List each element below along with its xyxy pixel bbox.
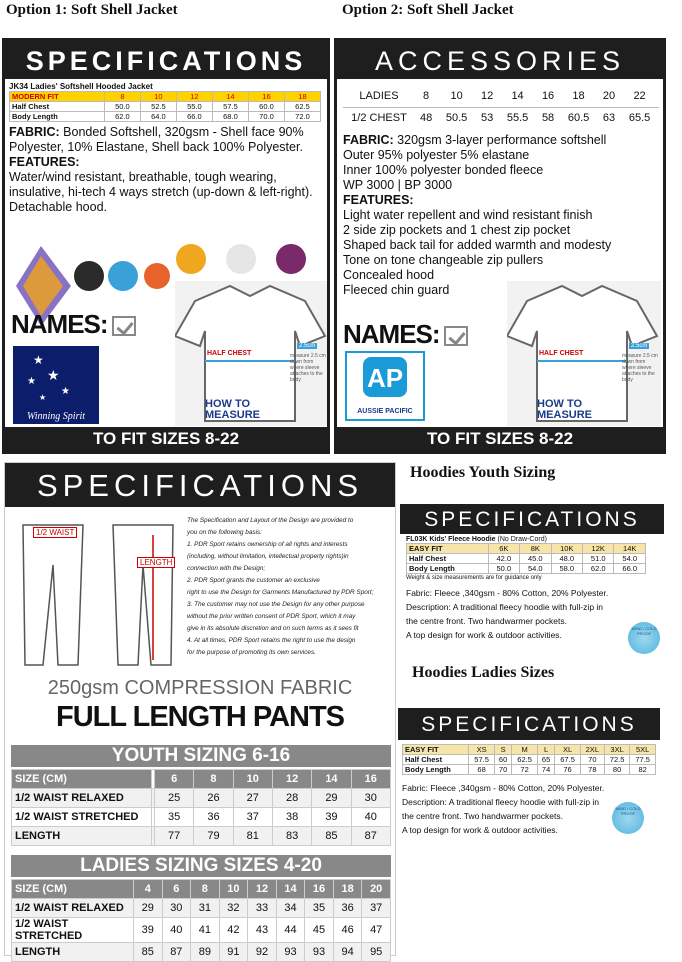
table-cell: 46	[333, 918, 362, 943]
table-cell: 20	[362, 880, 391, 899]
option1-fabric	[9, 125, 323, 155]
table-cell: 68	[469, 765, 495, 775]
table-cell: 63	[602, 112, 616, 125]
table-cell: 2XL	[580, 745, 604, 755]
measure-note: measure 2.5 cm down from where sleeve attaches to the body	[622, 353, 658, 383]
table-cell: 77	[154, 827, 193, 846]
youth-hoodie-panel	[400, 504, 664, 664]
table-cell: 50.0	[488, 564, 519, 574]
table-cell: 14	[276, 880, 305, 899]
table-cell: 72.5	[604, 755, 630, 765]
table-cell: 6K	[488, 544, 519, 554]
table-cell: 53	[480, 112, 494, 125]
table-cell: 58	[541, 112, 555, 125]
table-cell: Half Chest	[403, 755, 469, 765]
ladies-hoodie-description	[402, 781, 624, 837]
fabric-label: FABRIC:	[343, 133, 394, 147]
table-cell: 58.0	[551, 564, 582, 574]
table-cell: 37	[233, 808, 272, 827]
table-cell: LENGTH	[12, 943, 134, 962]
youth-hoodie-table	[406, 543, 646, 574]
table-cell: 28	[272, 789, 311, 808]
table-cell: 66.0	[176, 112, 212, 122]
table-cell: 87	[162, 943, 191, 962]
table-cell: EASY FIT	[403, 745, 469, 755]
legal-line: connection with the Design;	[187, 565, 266, 572]
how-to-measure: HOW TO MEASURE	[205, 398, 261, 421]
table-cell: 18	[333, 880, 362, 899]
pants-banner: SPECIFICATIONS	[5, 463, 395, 507]
table-cell: 35	[154, 808, 193, 827]
table-subtitle: (No Draw-Cord)	[495, 536, 547, 543]
table-cell: 70	[580, 755, 604, 765]
measure-cm: 2.5cm	[631, 343, 648, 349]
table-cell: 12	[480, 89, 494, 102]
table-cell: 12	[248, 880, 277, 899]
table-cell: 72.0	[284, 112, 320, 122]
half-waist-label: 1/2 WAIST	[33, 527, 77, 538]
table-cell: 37	[362, 899, 391, 918]
table-cell: 10K	[551, 544, 582, 554]
option1-names	[11, 309, 136, 340]
table-cell: 95	[362, 943, 391, 962]
table-cell: 60.5	[567, 112, 590, 125]
table-cell: 47	[362, 918, 391, 943]
table-cell: 93	[276, 943, 305, 962]
table-cell: 77.5	[630, 755, 656, 765]
table-cell: 36	[333, 899, 362, 918]
table-cell: Half Chest	[10, 102, 105, 112]
option2-footer: TO FIT SIZES 8-22	[337, 427, 663, 451]
table-cell: 29	[312, 789, 351, 808]
table-cell: 8K	[520, 544, 551, 554]
table-cell: 16	[248, 92, 284, 102]
table-cell: 16	[351, 770, 390, 789]
table-cell: 29	[134, 899, 163, 918]
table-cell: 14	[212, 92, 248, 102]
table-cell: 72	[512, 765, 538, 775]
table-cell: 80	[604, 765, 630, 775]
table-cell: 42	[219, 918, 248, 943]
legal-line: right to use the Design for Garments Manufactured by PDR Sport;	[187, 589, 374, 596]
fabric-line: 320gsm 3-layer performance softshell	[393, 133, 607, 147]
winning-spirit-logo	[13, 346, 99, 424]
table-cell: 50.0	[104, 102, 140, 112]
youth-hoodie-heading: Hoodies Youth Sizing	[410, 464, 556, 481]
extra-icons	[171, 241, 331, 286]
fabric-line: WP 3000 | BP 3000	[343, 178, 453, 192]
table-cell: Half Chest	[407, 554, 489, 564]
option1-size-table	[9, 91, 321, 122]
table-cell: 82	[630, 765, 656, 775]
table-cell: 70	[494, 765, 511, 775]
table-cell: 91	[219, 943, 248, 962]
option2-fabric	[343, 133, 657, 148]
option1-table-title: JK34 Ladies' Softshell Hooded Jacket	[9, 82, 153, 91]
table-cell: 6	[154, 770, 193, 789]
table-cell: 81	[233, 827, 272, 846]
table-cell: 39	[312, 808, 351, 827]
ladies-hoodie-banner: SPECIFICATIONS	[398, 708, 660, 740]
table-cell: 65	[537, 755, 554, 765]
youth-hoodie-banner: SPECIFICATIONS	[400, 504, 664, 534]
option1-panel	[2, 38, 330, 454]
ladies-hoodie-panel	[398, 708, 660, 858]
legal-line: for the purpose of promoting its own services.	[187, 649, 316, 656]
ladies-sizing-banner: LADIES SIZING SIZES 4-20	[11, 855, 391, 877]
table-cell: 14	[511, 89, 524, 102]
desc-line: the centre front. Two handwarmer pockets.	[402, 811, 563, 821]
table-cell: 62.5	[284, 102, 320, 112]
table-cell: 54.0	[520, 564, 551, 574]
table-cell: Body Length	[407, 564, 489, 574]
ladies-hoodie-table	[402, 744, 656, 775]
option1-footer: TO FIT SIZES 8-22	[5, 427, 327, 451]
checkbox-icon	[112, 316, 136, 336]
table-cell: 10	[450, 89, 463, 102]
table-cell: 55.0	[176, 102, 212, 112]
table-cell: 30	[162, 899, 191, 918]
desc-line: Fabric: Fleece ,340gsm - 80% Cotton, 20% Polyester.	[406, 588, 609, 598]
brand-name: AUSSIE PACIFIC	[357, 408, 413, 415]
table-cell: 40	[162, 918, 191, 943]
guidance-note: Weight & size measurements are for guidance only	[406, 575, 542, 581]
half-chest-label: HALF CHEST	[539, 350, 584, 357]
option2-title: Option 2: Soft Shell Jacket	[342, 2, 514, 18]
table-cell: SIZE (CM)	[12, 880, 134, 899]
table-cell: 20	[602, 89, 616, 102]
table-cell: 78	[580, 765, 604, 775]
desc-line: A top design for work & outdoor activities.	[402, 825, 558, 835]
ap-logo-icon	[347, 353, 423, 403]
table-cell: 92	[248, 943, 277, 962]
svg-text:AP: AP	[366, 363, 404, 393]
measure-note: measure 2.5 cm down from where sleeve attaches to the body	[290, 353, 326, 383]
table-cell: 54.0	[614, 554, 646, 564]
how-to-measure-graphic	[507, 281, 661, 426]
table-cell: 94	[333, 943, 362, 962]
table-cell: 27	[233, 789, 272, 808]
table-cell: 83	[272, 827, 311, 846]
table-cell: 18	[284, 92, 320, 102]
wind-cold-proof-badge: WIND / COLD PROOF	[612, 802, 644, 834]
svg-text:★: ★	[33, 353, 44, 367]
table-cell: S	[494, 745, 511, 755]
table-cell: L	[537, 745, 554, 755]
how-to-measure-graphic	[175, 281, 327, 426]
desc-line: Description: A traditional fleecy hoodie with full-zip in	[402, 797, 600, 807]
legal-line: 1. PDR Sport retains ownership of all rights and interests	[187, 541, 348, 548]
table-cell: 8	[423, 89, 430, 102]
table-cell: 62.5	[512, 755, 538, 765]
pants-fabric: 250gsm COMPRESSION FABRIC	[47, 677, 353, 699]
table-cell: 30	[351, 789, 390, 808]
table-cell: 93	[305, 943, 334, 962]
table-cell: 34	[276, 899, 305, 918]
pants-drawing	[13, 515, 181, 667]
chest-label: 1/2 CHEST	[351, 112, 407, 125]
table-cell: 33	[248, 899, 277, 918]
half-chest-label: HALF CHEST	[207, 350, 252, 357]
length-label: LENGTH	[137, 557, 175, 568]
table-cell: 8	[191, 880, 220, 899]
pants-panel	[4, 462, 396, 956]
option2-size-table	[343, 85, 659, 129]
option2-panel	[334, 38, 666, 454]
checkbox-icon	[444, 326, 468, 346]
ladies-hoodie-heading: Hoodies Ladies Sizes	[412, 664, 555, 681]
table-cell: 1/2 WAIST STRETCHED	[12, 918, 134, 943]
legal-line: The Specification and Layout of the Design are provided to	[187, 517, 354, 524]
table-cell: 39	[134, 918, 163, 943]
table-cell: LENGTH	[12, 827, 152, 846]
svg-text:★: ★	[27, 376, 36, 387]
desc-line: the centre front. Two handwarmer pockets.	[406, 616, 567, 626]
table-cell: 60.0	[248, 102, 284, 112]
legal-line: 3. The customer may not use the Design for any other purpose	[187, 601, 365, 608]
table-cell: 85	[312, 827, 351, 846]
table-cell: 32	[219, 899, 248, 918]
youth-sizing-banner: YOUTH SIZING 6-16	[11, 745, 391, 767]
desc-line: A top design for work & outdoor activities.	[406, 630, 562, 640]
table-cell: 38	[272, 808, 311, 827]
table-cell: 85	[134, 943, 163, 962]
table-cell: 12K	[583, 544, 614, 554]
brand-name: Winning Spirit	[26, 411, 86, 422]
feature-line: Fleeced chin guard	[343, 283, 450, 297]
feature-line: Tone on tone changeable zip pullers	[343, 253, 544, 267]
youth-hoodie-description	[406, 586, 628, 642]
table-cell: 8	[194, 770, 233, 789]
table-cell: 87	[351, 827, 390, 846]
table-cell: 16	[541, 89, 555, 102]
fabric-line: Inner 100% polyester bonded fleece	[343, 163, 544, 177]
table-cell: 1/2 WAIST STRETCHED	[12, 808, 152, 827]
table-cell: 62.0	[583, 564, 614, 574]
table-cell: 57.5	[212, 102, 248, 112]
table-cell: 14	[312, 770, 351, 789]
desc-line: Description: A traditional fleecy hoodie with full-zip in	[406, 602, 604, 612]
table-cell: 35	[305, 899, 334, 918]
legal-line: 2. PDR Sport grants the customer an exclusive	[187, 577, 320, 584]
table-cell: 52.5	[140, 102, 176, 112]
fabric-line: Outer 95% polyester 5% elastane	[343, 148, 530, 162]
table-cell: 5XL	[630, 745, 656, 755]
table-cell: 51.0	[583, 554, 614, 564]
feature-line: 2 side zip pockets and 1 chest zip pocket	[343, 223, 571, 237]
legal-text	[187, 515, 391, 659]
table-cell: EASY FIT	[407, 544, 489, 554]
table-cell: MODERN FIT	[10, 92, 105, 102]
feature-line: Shaped back tail for added warmth and modesty	[343, 238, 612, 252]
table-title: FL03K Kids' Fleece Hoodie	[406, 536, 496, 543]
table-cell: 45.0	[520, 554, 551, 564]
table-cell: 42.0	[488, 554, 519, 564]
table-cell: 50.5	[445, 112, 468, 125]
table-cell: 1/2 WAIST RELAXED	[12, 899, 134, 918]
aussie-pacific-logo	[345, 351, 425, 421]
table-cell: 41	[191, 918, 220, 943]
table-cell: 60	[494, 755, 511, 765]
southern-cross-icon	[13, 346, 99, 406]
table-cell: 40	[351, 808, 390, 827]
table-cell: 10	[140, 92, 176, 102]
table-cell: 65.5	[628, 112, 651, 125]
option2-names	[343, 319, 468, 350]
sizes-label: LADIES	[359, 89, 399, 102]
youth-sizing-table	[11, 769, 391, 846]
table-cell: 66.0	[614, 564, 646, 574]
table-cell: 22	[633, 89, 646, 102]
table-cell: Body Length	[403, 765, 469, 775]
table-cell: 70.0	[248, 112, 284, 122]
legal-line: 4. At all times, PDR Sport retains the right to use the design	[187, 637, 356, 644]
names-label: NAMES:	[343, 319, 440, 349]
table-cell: 68.0	[212, 112, 248, 122]
how-to-measure: HOW TO MEASURE	[537, 398, 593, 421]
legal-line: give in its absolute discretion and on such terms as it sees fit	[187, 625, 359, 632]
table-cell: 62.0	[104, 112, 140, 122]
insulative-stretch-icon	[171, 241, 331, 281]
table-cell: 74	[537, 765, 554, 775]
measure-cm: 2.5cm	[299, 343, 316, 349]
pants-title: FULL LENGTH PANTS	[55, 701, 345, 733]
table-cell: 18	[572, 89, 585, 102]
svg-text:★: ★	[61, 386, 70, 397]
option2-banner: ACCESSORIES	[337, 41, 663, 79]
table-cell: 31	[191, 899, 220, 918]
table-cell: 10	[219, 880, 248, 899]
svg-text:★: ★	[39, 393, 47, 402]
table-cell: SIZE (CM)	[12, 770, 152, 789]
option1-features-text: Water/wind resistant, breathable, tough wearing, insulative, hi-tech 4 ways stretch (up-down & left-right). Detachable hood.	[9, 170, 313, 214]
legal-line: you on the following basis:	[187, 529, 262, 536]
wind-cold-proof-badge: WIND / COLD PROOF	[628, 622, 660, 654]
table-cell: 48	[419, 112, 433, 125]
table-cell: 8	[104, 92, 140, 102]
table-cell: 44	[276, 918, 305, 943]
names-label: NAMES:	[11, 309, 108, 339]
table-cell: 76	[555, 765, 581, 775]
table-cell: 45	[305, 918, 334, 943]
svg-text:★: ★	[47, 367, 60, 383]
desc-line: Fabric: Fleece ,340gsm - 80% Cotton, 20% Polyester.	[402, 783, 605, 793]
table-cell: 4	[134, 880, 163, 899]
table-cell: XL	[555, 745, 581, 755]
table-cell: Body Length	[10, 112, 105, 122]
table-cell: 14K	[614, 544, 646, 554]
option1-title: Option 1: Soft Shell Jacket	[6, 2, 178, 18]
table-cell: 89	[191, 943, 220, 962]
table-cell: 55.5	[506, 112, 529, 125]
youth-hoodie-table-title	[406, 536, 660, 543]
table-cell: 43	[248, 918, 277, 943]
ladies-sizing-table	[11, 879, 391, 962]
table-cell: 16	[305, 880, 334, 899]
table-cell: 67.5	[555, 755, 581, 765]
legal-line: (including, without limitation, intellectual property rights)in	[187, 553, 349, 560]
table-cell: 10	[233, 770, 272, 789]
fabric-text: Bonded Softshell, 320gsm - Shell face 90% Polyester, 10% Elastane, Shell back 100% Polyester.	[9, 125, 304, 154]
option1-banner: SPECIFICATIONS	[5, 41, 327, 79]
table-cell: 64.0	[140, 112, 176, 122]
table-cell: 79	[194, 827, 233, 846]
table-cell: 12	[176, 92, 212, 102]
feature-line: Concealed hood	[343, 268, 435, 282]
table-cell: XS	[469, 745, 495, 755]
table-cell: 57.5	[469, 755, 495, 765]
fabric-label: FABRIC:	[9, 125, 60, 139]
table-cell: 6	[162, 880, 191, 899]
table-cell: 3XL	[604, 745, 630, 755]
table-cell: 12	[272, 770, 311, 789]
legal-line: without the prior written consent of PDR Sport, which it may	[187, 613, 356, 620]
table-cell: 26	[194, 789, 233, 808]
table-cell: 25	[154, 789, 193, 808]
option2-features-label: FEATURES:	[343, 193, 414, 207]
option1-features-label: FEATURES:	[9, 155, 80, 169]
table-cell: M	[512, 745, 538, 755]
table-cell: 36	[194, 808, 233, 827]
feature-line: Light water repellent and wind resistant finish	[343, 208, 593, 222]
table-cell: 1/2 WAIST RELAXED	[12, 789, 152, 808]
table-cell: 48.0	[551, 554, 582, 564]
